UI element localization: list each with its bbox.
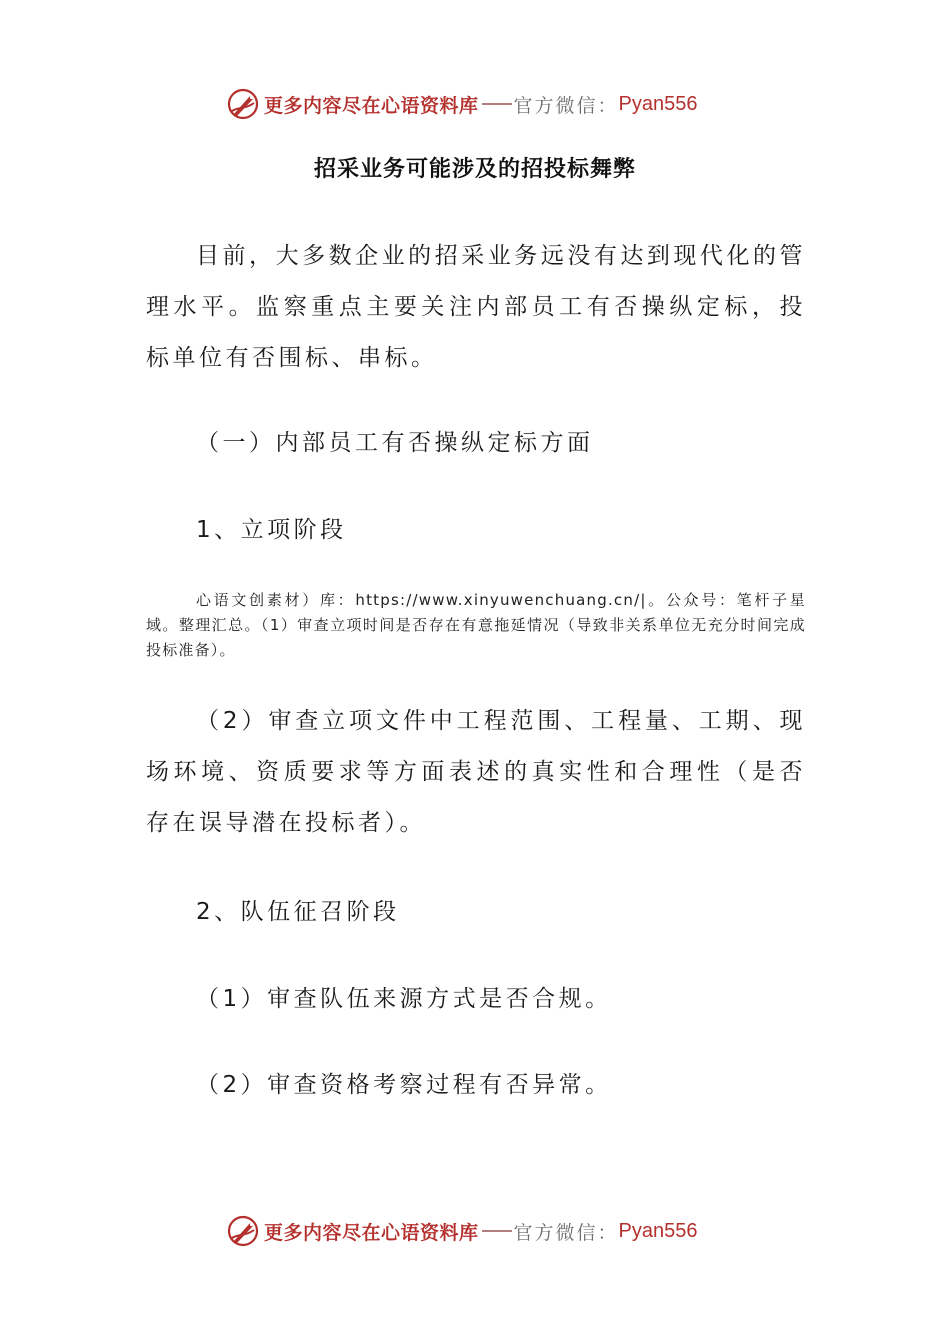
footer-banner [226, 1211, 698, 1251]
stage1-note-paragraph: 心语文创素材）库：https://www.xinyuwenchuang.cn/|。公众号：笔杆子星域。整理汇总。（1）审查立项时间是否存在有意拖延情况（导致非关系单位无充分时间完成投标准备）。 [146, 591, 806, 659]
banner-dash [482, 1230, 512, 1232]
stage1-item2-paragraph: （2）审查立项文件中工程范围、工程量、工期、现场环境、资质要求等方面表述的真实性和合理性（是否存在误导潜在投标者）。 [146, 708, 806, 836]
document-title: 招采业务可能涉及的招投标舞弊 [313, 157, 636, 182]
section-heading: （一）内部员工有否操纵定标方面 [196, 430, 594, 456]
banner-wechat-id: Pyan556 [618, 92, 698, 115]
banner-main-text: 更多内容尽在心语资料库 [264, 94, 479, 117]
pen-logo-icon [226, 1214, 260, 1248]
stage2-heading: 2、队伍征召阶段 [196, 899, 400, 925]
banner-wechat-id: Pyan556 [618, 1219, 698, 1242]
banner-wechat-label: 官方微信： [513, 1221, 619, 1244]
banner-wechat-label: 官方微信： [513, 94, 619, 117]
pen-logo-icon [226, 87, 260, 121]
stage2-item1: （1）审查队伍来源方式是否合规。 [196, 986, 612, 1012]
stage2-item2: （2）审查资格考察过程有否异常。 [196, 1072, 612, 1098]
header-banner [226, 84, 698, 124]
banner-dash [482, 103, 512, 105]
banner-main-text: 更多内容尽在心语资料库 [264, 1221, 479, 1244]
intro-paragraph: 目前，大多数企业的招采业务远没有达到现代化的管理水平。监察重点主要关注内部员工有否操纵定标，投标单位有否围标、串标。 [146, 243, 806, 371]
stage1-heading: 1、立项阶段 [196, 517, 347, 543]
